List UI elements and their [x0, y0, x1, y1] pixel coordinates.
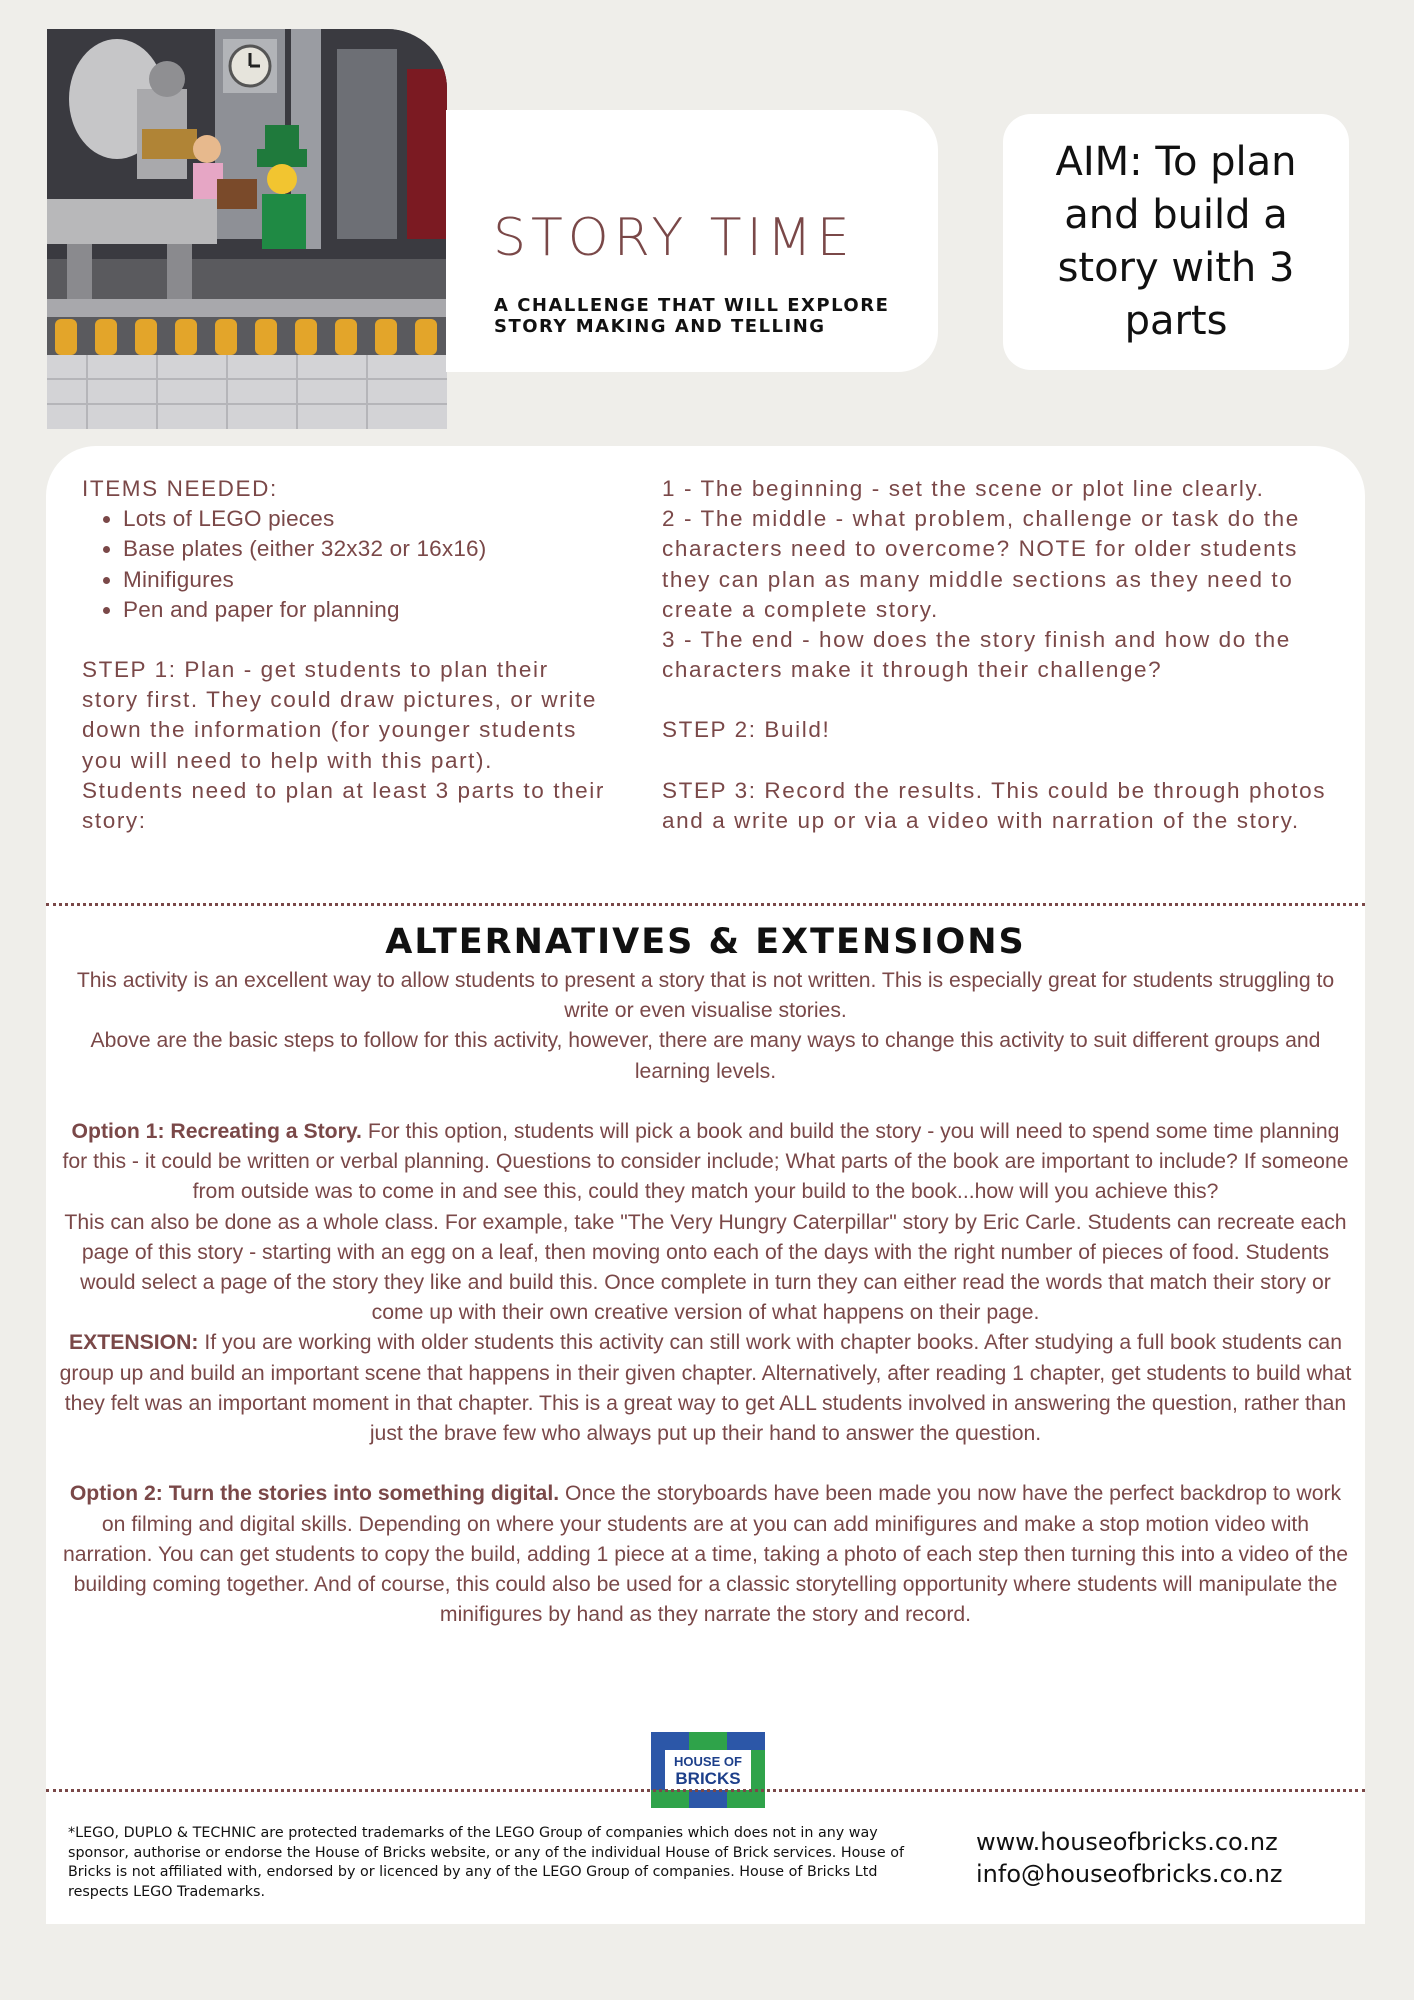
website-link[interactable]: www.houseofbricks.co.nz [976, 1828, 1278, 1856]
trademark-disclaimer: *LEGO, DUPLO & TECHNIC are protected trademarks of the LEGO Group of companies which does not in any way sponsor, authorise or endorse the House of Bricks website, or any of the individual House of Brick services. House of Bricks is not affiliated with, endorsed by or licenced by any of the LEGO Group of companies. House of Bricks Ltd respects LEGO Trademarks. [68, 1825, 904, 1900]
items-list [82, 504, 612, 625]
list-item: • Base plates (either 32x32 or 16x16) [123, 534, 612, 564]
extension-label: EXTENSION: [68, 1331, 199, 1355]
option-1-class-text: This can also be done as a whole class. For example, take "The Very Hungry Caterpillar" story by Eric Carle. Students can recreate each page of this story - starting with an egg on a leaf, then moving onto each of the days with the right number of pieces of food. Students would select a page of the story they like and build this. Once complete in turn they can either read the words that match their story or come up with their own creative version of what happens on their page. [64, 1210, 1347, 1325]
aim-text: AIM: To plan and build a story with 3 parts [1055, 139, 1297, 344]
list-item: • Pen and paper for planning [123, 595, 612, 625]
extension-paragraph [58, 1328, 1353, 1449]
list-item: • Lots of LEGO pieces [123, 504, 612, 534]
step-2-text: STEP 2: Build! [662, 717, 831, 743]
step-1-text: STEP 1: Plan - get students to plan their story first. They could draw pictures, or write down the information (for younger students you will need to help with this part). [82, 657, 597, 773]
alternatives-body [58, 966, 1353, 1630]
logo-text-line1: HOUSE OF [674, 1754, 742, 1769]
page-title: STORY TIME [493, 208, 855, 268]
items-heading: ITEMS NEEDED: [82, 476, 278, 501]
logo-text-line2: BRICKS [675, 1769, 741, 1788]
page-subtitle: A CHALLENGE THAT WILL EXPLORE STORY MAKING AND TELLING [494, 295, 890, 337]
extension-text: If you are working with older students this activity can still work with chapter books. After studying a full book students can group up and build an important scene that happens in their given chapter. Alternatively, after reading 1 chapter, get students to build what they felt was an important moment in that chapter. This is a great way to get ALL students involved in answering the question, rather than just the brave few who always put up their hand to answer the question. [59, 1331, 1352, 1446]
title-card [446, 110, 938, 372]
aim-card [1003, 114, 1349, 370]
option-1-text: For this option, students will pick a book and build the story - you will need to spend some time planning for this - it could be written or verbal planning. Questions to consider include; What parts of the book are important to include? If someone from outside was to come in and see this, could they match your build to the book...how will you achieve this? [62, 1120, 1349, 1204]
step-3-text: STEP 3: Record the results. This could be through photos and a write up or via a video with narration of the story. [662, 777, 1327, 833]
left-column [82, 474, 612, 836]
alternatives-intro-1: This activity is an excellent way to allow students to present a story that is not written. This is especially great for students struggling to write or even visualise stories. [76, 969, 1335, 1023]
house-of-bricks-logo [651, 1732, 765, 1808]
alternatives-intro-2: Above are the basic steps to follow for this activity, however, there are many ways to change this activity to suit different groups and learning levels. [90, 1029, 1321, 1083]
contact-info [976, 1826, 1283, 1890]
step-1-parts-text: Students need to plan at least 3 parts to their story: [82, 777, 605, 834]
main-content-card [46, 446, 1365, 1924]
story-part-beginning: 1 - The beginning - set the scene or plot line clearly. [662, 476, 1265, 501]
option-2-text: Once the storyboards have been made you now have the perfect backdrop to work on filming and digital skills. Depending on where your students are at you can add minifigures and make a stop motion video with narration. You can get students to copy the build, adding 1 piece at a time, taking a photo of each step then turning this into a video of the building coming together. And of course, this could also be used for a classic storytelling opportunity where students will manipulate the minifigures by hand as they narrate the story and record. [62, 1482, 1349, 1627]
footer-divider [46, 1789, 1365, 1792]
email-link[interactable]: info@houseofbricks.co.nz [976, 1860, 1283, 1888]
alternatives-heading: ALTERNATIVES & EXTENSIONS [385, 922, 1026, 962]
right-column [662, 474, 1342, 836]
option-2-paragraph [58, 1479, 1353, 1630]
story-part-end: 3 - The end - how does the story finish and how do the characters make it through their challenge? [662, 627, 1291, 683]
divider [46, 903, 1365, 906]
lego-scene-photo [47, 29, 447, 429]
story-part-middle: 2 - The middle - what problem, challenge or task do the characters need to overcome? NOTE for older students they can plan as many middle sections as they need to create a complete story. [662, 506, 1300, 622]
option-1-paragraph [58, 1117, 1353, 1208]
option-2-label: Option 2: Turn the stories into something digital. [69, 1482, 560, 1506]
option-1-label: Option 1: Recreating a Story. [71, 1120, 362, 1144]
list-item: • Minifigures [123, 565, 612, 595]
